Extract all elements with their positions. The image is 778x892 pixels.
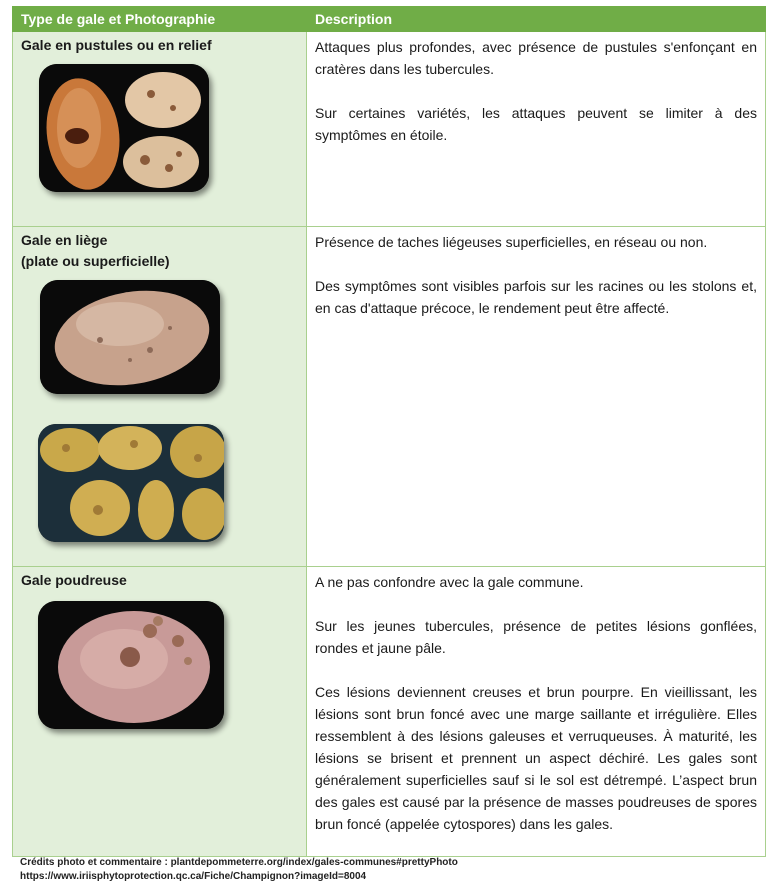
description-paragraph: Sur certaines variétés, les attaques peuvent se limiter à des symptômes en étoile.: [315, 105, 757, 143]
header-type: Type de gale et Photographie: [13, 7, 307, 32]
description-paragraph: A ne pas confondre avec la gale commune.: [315, 574, 584, 590]
table-row: [13, 567, 766, 857]
description-paragraph: Présence de taches liégeuses superficielles, en réseau ou non.: [315, 234, 708, 250]
type-cell: [13, 227, 307, 567]
photo-russet-scab-single: [40, 280, 220, 394]
photo-powdery-scab: [38, 601, 224, 729]
credits-line: https://www.iriisphytoprotection.qc.ca/Fiche/Champignon?imageId=8004: [20, 871, 367, 882]
description-cell: [307, 32, 766, 227]
photo-credits: [20, 856, 458, 884]
type-cell: [13, 567, 307, 857]
photo-pustule-scab: [39, 64, 209, 192]
description-paragraph: Sur les jeunes tubercules, présence de petites lésions gonflées, rondes et jaune pâle.: [315, 618, 757, 656]
potato-illustration: [40, 280, 220, 394]
description-paragraph: Des symptômes sont visibles parfois sur les racines ou les stolons et, en cas d'attaque précoce, le rendement peut être affecté.: [315, 278, 757, 316]
table-row: [13, 227, 766, 567]
type-title-line1: Gale en liège: [21, 232, 108, 248]
type-title-line2: (plate ou superficielle): [21, 253, 170, 269]
type-title: Gale poudreuse: [21, 572, 127, 588]
photo-russet-scab-group: [38, 424, 224, 542]
description-paragraph: Ces lésions deviennent creuses et brun pourpre. En vieillissant, les lésions sont brun foncé avec une marge saillante et irrégulière. Elles ressemblent à des lésions galeuses et verruqueuses. À maturité, les lésions se brisent et prennent un aspect déchiré. Les gales sont généralement superficielles sauf si le sol est détrempé. L’aspect brun des gales est causé par la présence de masses poudreuses de spores brun foncé (appelée cytospores) dans les gales.: [315, 684, 757, 832]
credits-line: Crédits photo et commentaire : plantdepommeterre.org/index/gales-communes#prettyPhoto: [20, 857, 458, 868]
header-description: Description: [307, 7, 766, 32]
potato-illustration: [38, 601, 224, 729]
description-paragraph: Attaques plus profondes, avec présence de pustules s'enfonçant en cratères dans les tubercules.: [315, 39, 757, 77]
table-header-row: [13, 7, 766, 32]
table-row: [13, 32, 766, 227]
type-title: Gale en pustules ou en relief: [21, 37, 212, 53]
type-title: [13, 227, 306, 272]
potato-illustration: [39, 64, 209, 192]
description-cell: [307, 567, 766, 857]
scab-types-table: [12, 6, 766, 857]
type-cell: [13, 32, 307, 227]
potato-illustration: [38, 424, 224, 542]
description-cell: [307, 227, 766, 567]
